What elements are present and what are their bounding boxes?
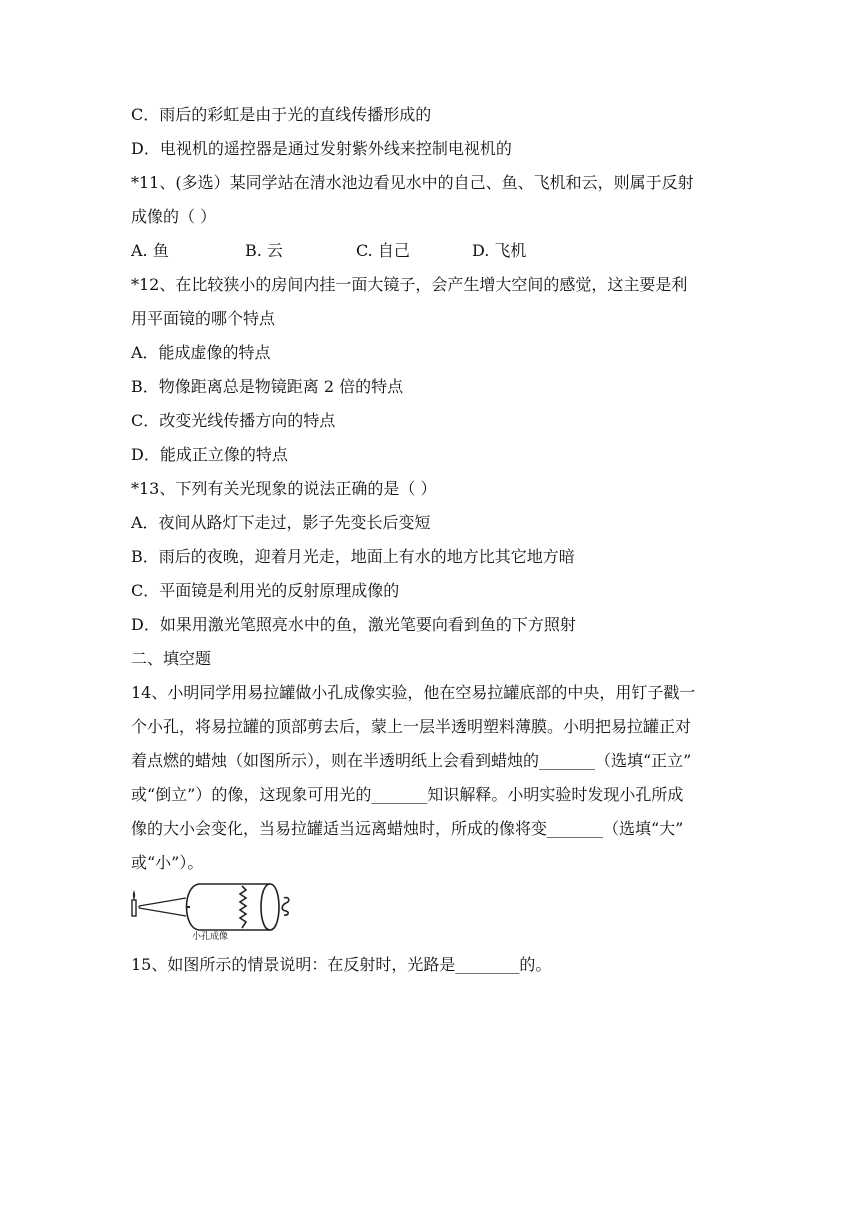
q13-option-c: C．平面镜是利用光的反射原理成像的 <box>131 581 400 600</box>
candle-body <box>132 900 136 916</box>
q14-line3: 着点燃的蜡烛（如图所示），则在半透明纸上会看到蜡烛的_______（选填“正立” <box>131 751 692 770</box>
pinhole-camera-figure <box>130 878 290 940</box>
light-cone <box>139 898 186 916</box>
candle-flame <box>133 890 135 900</box>
inverted-image-mark <box>282 898 289 916</box>
q13-option-a: A．夜间从路灯下走过，影子先变长后变短 <box>131 513 431 532</box>
q11-stem-line1: *11、(多选）某同学站在清水池边看见水中的自己、鱼、飞机和云，则属于反射 <box>131 173 694 192</box>
q13-stem: *13、下列有关光现象的说法正确的是（ ） <box>131 479 437 498</box>
q14-line1: 14、小明同学用易拉罐做小孔成像实验，他在空易拉罐底部的中央，用钉子戳一 <box>131 683 696 702</box>
q11-option-a: A. 鱼 <box>131 241 169 260</box>
q14-line2: 个小孔，将易拉罐的顶部剪去后，蒙上一层半透明塑料薄膜。小明把易拉罐正对 <box>131 717 692 736</box>
can-top-film <box>261 884 279 930</box>
prev-option-c: C．雨后的彩虹是由于光的直线传播形成的 <box>131 105 432 124</box>
q11-option-b: B. 云 <box>245 241 283 260</box>
figure-caption: 小孔成像 <box>191 932 229 940</box>
q14-line5: 像的大小会变化，当易拉罐适当远离蜡烛时，所成的像将变_______（选填“大” <box>131 819 684 838</box>
q12-option-d: D．能成正立像的特点 <box>131 445 288 464</box>
section-title: 二、填空题 <box>131 649 212 668</box>
q12-option-b: B．物像距离总是物镜距离 2 倍的特点 <box>131 377 404 396</box>
q11-option-c: C. 自己 <box>356 241 410 260</box>
can-outline <box>200 884 270 930</box>
q11-option-d: D. 飞机 <box>472 241 527 260</box>
q13-option-d: D．如果用激光笔照亮水中的鱼，激光笔要向看到鱼的下方照射 <box>131 615 576 634</box>
q13-option-b: B．雨后的夜晚，迎着月光走，地面上有水的地方比其它地方暗 <box>131 547 575 566</box>
q12-stem-line2: 用平面镜的哪个特点 <box>131 309 276 328</box>
q15-text: 15、如图所示的情景说明：在反射时，光路是________的。 <box>131 955 552 974</box>
q14-line6: 或“小”）。 <box>131 853 204 872</box>
pinhole-camera-drawing <box>130 878 290 940</box>
q12-stem-line1: *12、在比较狭小的房间内挂一面大镜子，会产生增大空间的感觉，这主要是利 <box>131 275 688 294</box>
q12-option-a: A．能成虚像的特点 <box>131 343 271 362</box>
can-ridge <box>240 886 246 928</box>
q11-options <box>131 240 526 262</box>
prev-option-d: D．电视机的遥控器是通过发射紫外线来控制电视机的 <box>131 139 512 158</box>
q11-stem-line2: 成像的（ ） <box>131 207 217 226</box>
q14-line4: 或“倒立”）的像，这现象可用光的_______知识解释。小明实验时发现小孔所成 <box>131 785 684 804</box>
q12-option-c: C．改变光线传播方向的特点 <box>131 411 336 430</box>
